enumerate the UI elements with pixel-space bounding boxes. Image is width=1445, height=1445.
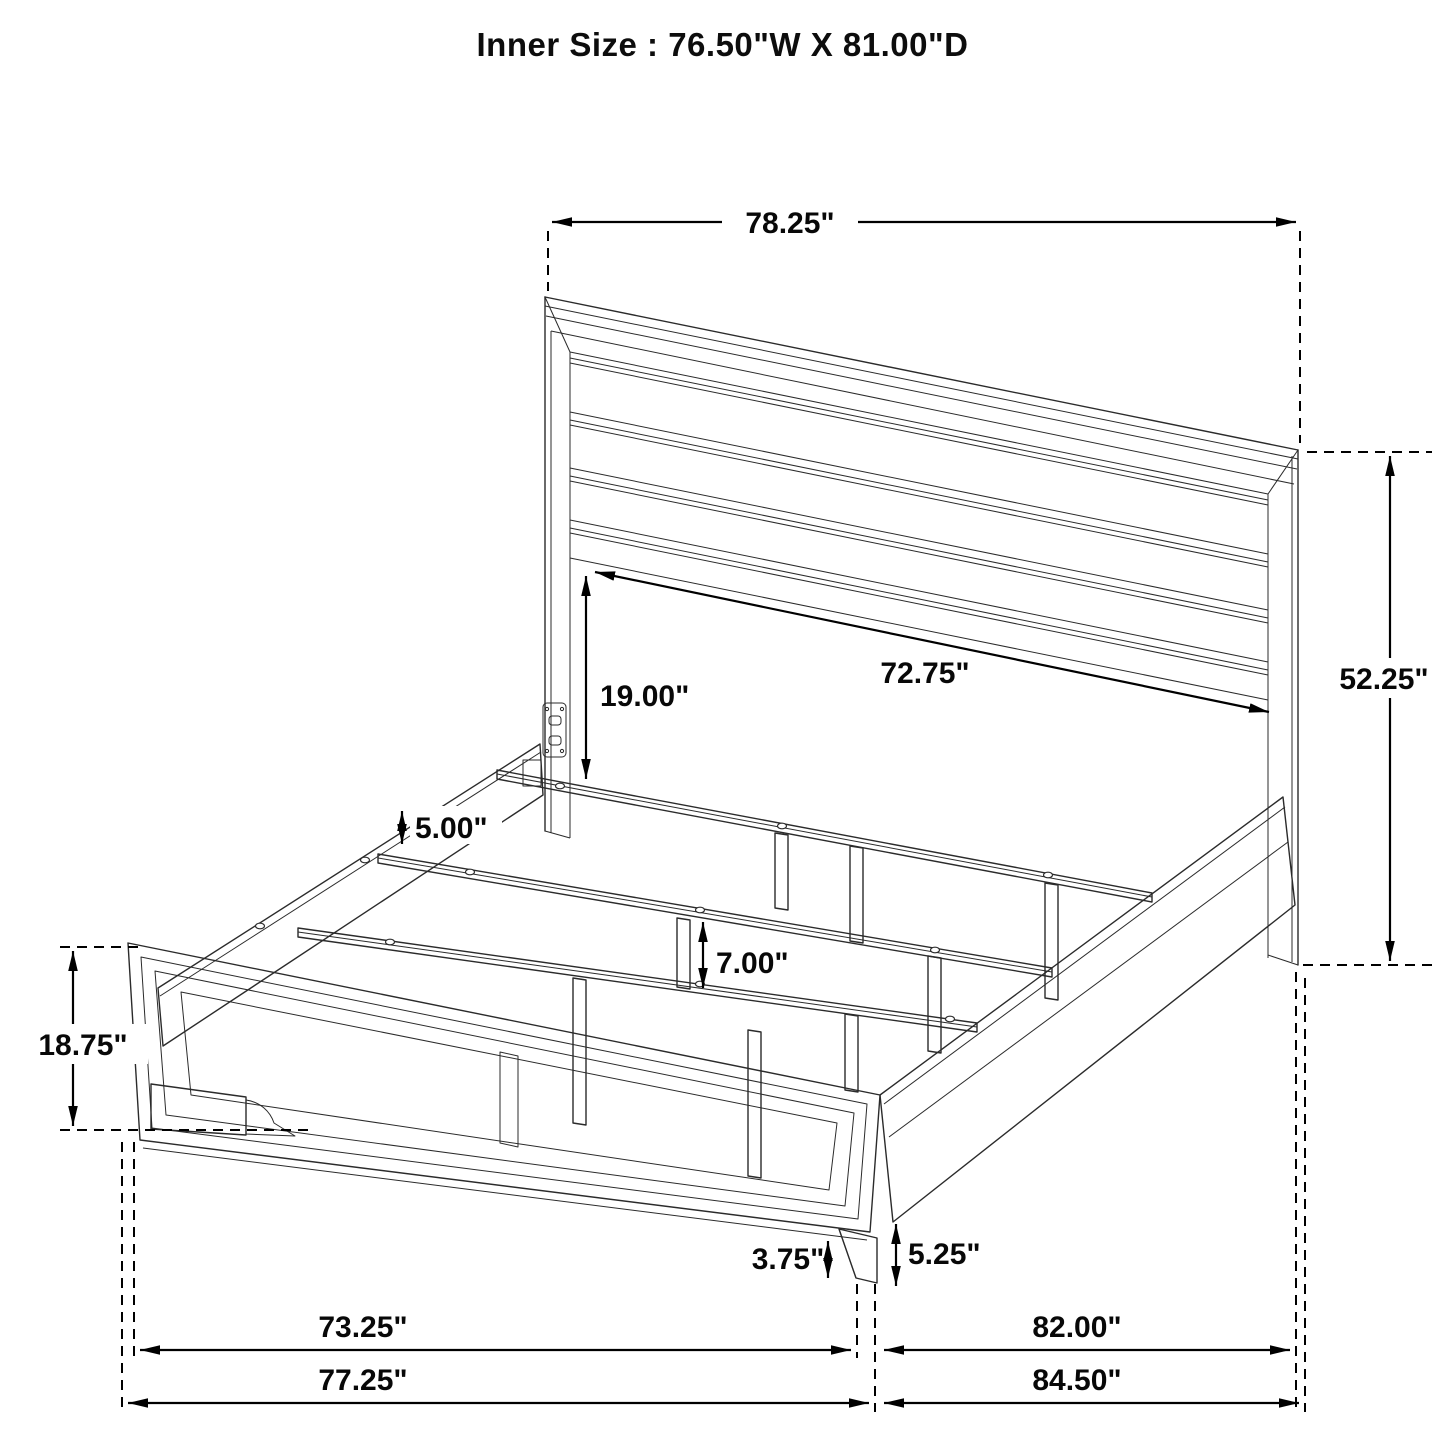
- support-leg: [850, 846, 863, 943]
- dim-label-overall-length: 84.50": [1032, 1364, 1122, 1397]
- support-leg: [1045, 883, 1058, 1000]
- dim-label-headboard-inner-width: 72.75": [880, 657, 970, 690]
- support-leg: [928, 956, 941, 1053]
- support-leg: [677, 918, 690, 989]
- page-title: Inner Size : 76.50"W X 81.00"D: [476, 26, 969, 63]
- slat-support-legs: [573, 833, 1058, 1178]
- bed-frame: [128, 297, 1298, 1283]
- dim-side-rail-height: [402, 806, 502, 845]
- footboard-brace: [573, 978, 586, 1125]
- dim-rail-floor-clearance: [896, 1224, 981, 1286]
- dim-overall-width: [548, 203, 1300, 443]
- footboard-brace: [748, 1030, 761, 1178]
- dim-label-rail-floor-clearance: 5.25": [908, 1238, 981, 1271]
- dim-label-headboard-height: 52.25": [1339, 663, 1429, 696]
- footboard-center-stile: [500, 1052, 518, 1147]
- footboard-outer-frame: [128, 943, 880, 1232]
- dim-label-overall-width: 78.25": [745, 207, 835, 240]
- dim-label-footboard-height: 18.75": [38, 1029, 128, 1062]
- dim-headboard-height: [1303, 452, 1445, 965]
- dim-label-footboard-inner-width: 73.25": [318, 1311, 408, 1344]
- dim-label-footboard-outer-width: 77.25": [318, 1364, 408, 1397]
- dim-footboard-height: [20, 947, 308, 1130]
- dim-label-inner-length: 82.00": [1032, 1311, 1122, 1344]
- dim-label-foot-leg-lower: 3.75": [751, 1243, 825, 1276]
- support-leg: [775, 833, 788, 910]
- dim-headboard-clearance: [586, 576, 689, 779]
- dim-inner-length: [884, 1311, 1290, 1350]
- headboard: [523, 297, 1298, 965]
- headboard-panel-2: [570, 420, 1268, 610]
- dim-foot-leg-lower: [752, 1241, 828, 1278]
- support-leg: [845, 1014, 858, 1092]
- dim-overall-length: [884, 972, 1305, 1412]
- headboard-panel-1: [570, 358, 1268, 554]
- headboard-crown-top-edge: [545, 297, 1298, 450]
- dimension-annotations: [20, 203, 1445, 1412]
- side-rail-left: [158, 744, 543, 1046]
- footboard-panel: [181, 992, 837, 1190]
- dim-footboard-outer-width: [122, 1142, 875, 1412]
- dim-label-headboard-clearance: 19.00": [600, 680, 690, 713]
- dim-label-side-rail-height: 5.00": [415, 812, 488, 845]
- dim-slat-leg-height: [703, 922, 789, 988]
- headboard-panel-3: [570, 476, 1268, 662]
- side-rail-right: [880, 797, 1295, 1222]
- dim-label-slat-leg-height: 7.00": [716, 947, 789, 980]
